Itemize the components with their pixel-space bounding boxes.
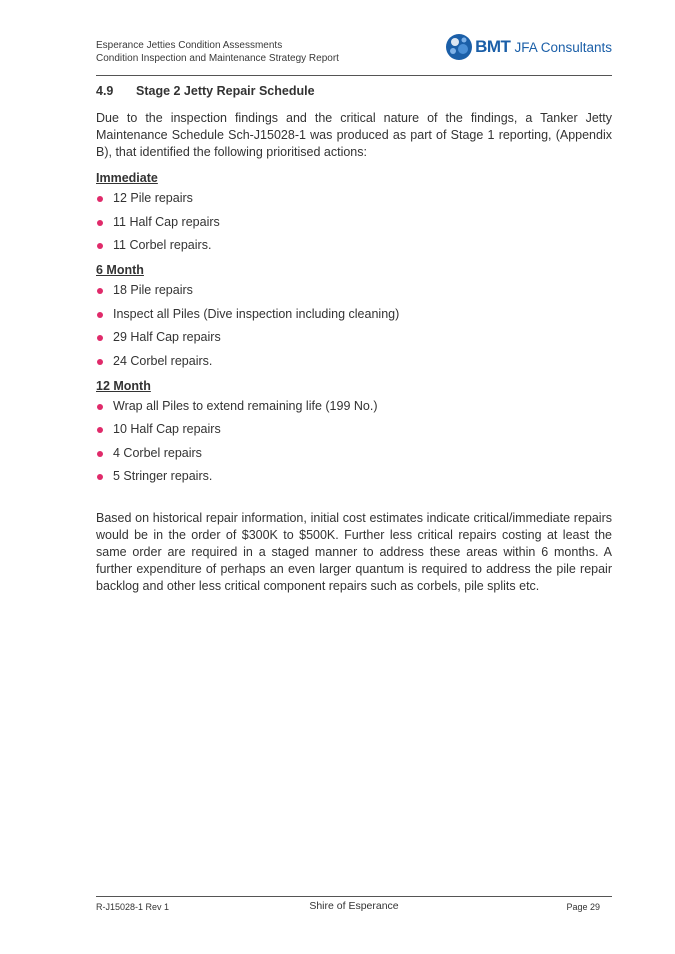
list-item-text: 24 Corbel repairs. (113, 353, 213, 368)
group-12-month (96, 379, 612, 485)
bullet-icon (97, 196, 103, 202)
group-immediate (96, 171, 612, 253)
list-item (96, 469, 612, 484)
logo-company-text: JFA Consultants (514, 39, 612, 55)
list-item-text: 12 Pile repairs (113, 191, 193, 205)
list-item (96, 399, 612, 414)
bullet-icon (97, 220, 103, 226)
page-header (96, 37, 612, 76)
list-item-text: 5 Stringer repairs. (113, 469, 213, 483)
list-item (96, 422, 612, 437)
list-item-text: Inspect all Piles (Dive inspection including cleaning) (113, 306, 400, 321)
list-item-text: 4 Corbel repairs (113, 445, 202, 460)
logo-brand-text: BMT (475, 37, 511, 56)
list-item (96, 238, 612, 253)
document-body (96, 84, 612, 595)
list-item (96, 215, 612, 230)
footer-divider (96, 896, 612, 897)
section-title: Stage 2 Jetty Repair Schedule (136, 84, 315, 98)
bullet-list (96, 283, 612, 369)
bullet-icon (97, 451, 103, 457)
list-item-text: 29 Half Cap repairs (113, 330, 221, 344)
group-heading: 12 Month (96, 378, 151, 393)
list-item (96, 446, 612, 461)
page-number: Page 29 (566, 902, 600, 912)
list-item-text: 10 Half Cap repairs (113, 422, 221, 436)
closing-paragraph: Based on historical repair information, initial cost estimates indicate critical/immediate repairs would be in the order of $300K to $500K. Further less critical repairs costing at least the same order are required in a staged manner to address these areas within 6 months. A further expenditure of perhaps an even larger quantum is required to address the pile repair backlog and other less critical component repairs such as corbels, pile splits etc. (96, 511, 612, 593)
section-heading (96, 84, 612, 102)
bullet-icon (97, 288, 103, 294)
list-item (96, 283, 612, 298)
list-item-text: 11 Corbel repairs. (113, 238, 212, 252)
section-number: 4.9 (96, 84, 114, 98)
list-item-text: Wrap all Piles to extend remaining life (199 No.) (113, 398, 378, 413)
list-item (96, 354, 612, 369)
group-heading: 6 Month (96, 263, 144, 277)
header-divider (96, 75, 612, 76)
group-6-month (96, 263, 612, 369)
header-title-line2: Condition Inspection and Maintenance Strategy Report (96, 52, 339, 64)
bullet-icon (97, 335, 103, 341)
bullet-list (96, 191, 612, 253)
bullet-icon (97, 427, 103, 433)
bullet-icon (97, 474, 103, 480)
bullet-icon (97, 243, 103, 249)
intro-paragraph: Due to the inspection findings and the critical nature of the findings, a Tanker Jetty Maintenance Schedule Sch-J15028-1 was produced as part of Stage 1 reporting, (Appendix B), that identified the following prioritised actions: (96, 111, 612, 159)
footer-client: Shire of Esperance (309, 900, 399, 912)
list-item-text: 18 Pile repairs (113, 283, 193, 297)
company-logo (444, 30, 612, 64)
bmt-globe-icon (444, 32, 474, 62)
bullet-icon (97, 404, 103, 410)
header-title-line1: Esperance Jetties Condition Assessments (96, 40, 283, 51)
bullet-icon (97, 359, 103, 365)
list-item-text: 11 Half Cap repairs (113, 214, 220, 229)
group-heading: Immediate (96, 171, 158, 185)
list-item (96, 191, 612, 206)
document-reference: R-J15028-1 Rev 1 (96, 902, 170, 912)
bullet-list (96, 399, 612, 485)
list-item (96, 307, 612, 322)
list-item (96, 330, 612, 345)
bullet-icon (97, 312, 103, 318)
